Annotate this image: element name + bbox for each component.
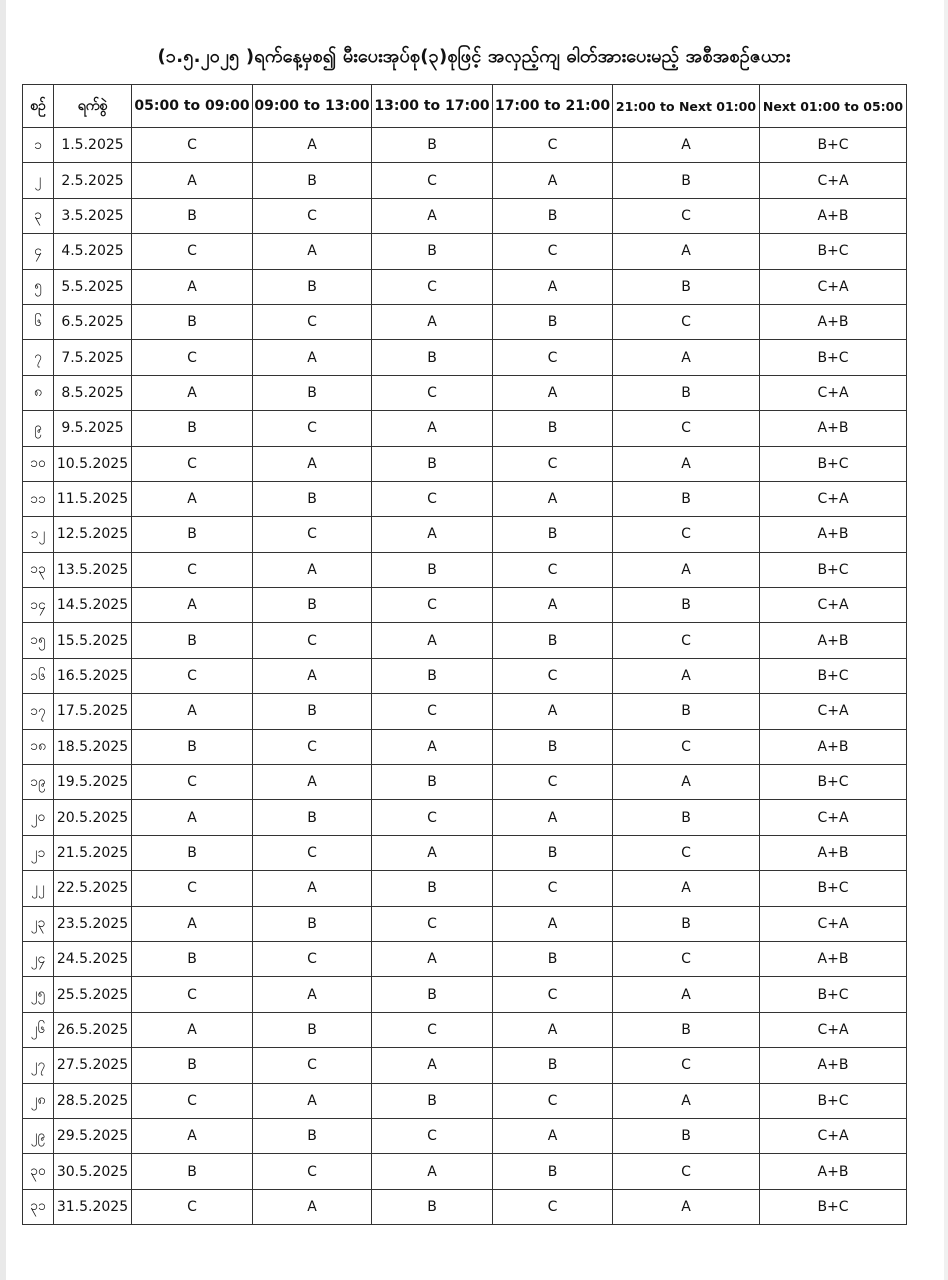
cell-slot-1700-2100: A: [493, 1118, 613, 1153]
cell-serial: ၂၂: [23, 871, 54, 906]
cell-slot-1700-2100: C: [493, 977, 613, 1012]
cell-slot-0500-0900: C: [132, 128, 253, 163]
cell-slot-1700-2100: C: [493, 128, 613, 163]
cell-slot-1700-2100: B: [493, 411, 613, 446]
cell-slot-1300-1700: A: [372, 1048, 493, 1083]
cell-slot-1300-1700: C: [372, 906, 493, 941]
cell-slot-2100-0100: A: [613, 1189, 760, 1224]
table-row: [23, 1083, 907, 1118]
cell-serial: ၁၄: [23, 588, 54, 623]
cell-slot-0500-0900: B: [132, 835, 253, 870]
header-slot-2100-0100: 21:00 to Next 01:00: [613, 85, 760, 128]
cell-date: 1.5.2025: [54, 128, 132, 163]
cell-slot-2100-0100: A: [613, 977, 760, 1012]
cell-slot-0900-1300: A: [253, 128, 372, 163]
cell-serial: ၂၃: [23, 906, 54, 941]
cell-slot-0500-0900: A: [132, 694, 253, 729]
cell-slot-0500-0900: C: [132, 1083, 253, 1118]
cell-slot-1300-1700: B: [372, 765, 493, 800]
cell-date: 29.5.2025: [54, 1118, 132, 1153]
cell-date: 31.5.2025: [54, 1189, 132, 1224]
table-body: [23, 128, 907, 1225]
cell-slot-0900-1300: B: [253, 588, 372, 623]
cell-slot-1300-1700: C: [372, 1118, 493, 1153]
cell-slot-0100-0500: B+C: [760, 552, 907, 587]
cell-slot-2100-0100: A: [613, 234, 760, 269]
cell-serial: ၂၄: [23, 941, 54, 976]
cell-slot-1700-2100: A: [493, 481, 613, 516]
cell-slot-1300-1700: C: [372, 269, 493, 304]
cell-serial: ၂၀: [23, 800, 54, 835]
cell-slot-1700-2100: B: [493, 941, 613, 976]
cell-date: 23.5.2025: [54, 906, 132, 941]
header-slot-0100-0500: Next 01:00 to 05:00: [760, 85, 907, 128]
cell-slot-0100-0500: B+C: [760, 765, 907, 800]
cell-slot-0100-0500: A+B: [760, 941, 907, 976]
table-row: [23, 446, 907, 481]
cell-serial: ၁၃: [23, 552, 54, 587]
table-row: [23, 729, 907, 764]
cell-slot-1700-2100: B: [493, 517, 613, 552]
cell-slot-0100-0500: C+A: [760, 588, 907, 623]
cell-serial: ၁၈: [23, 729, 54, 764]
table-row: [23, 977, 907, 1012]
cell-slot-1300-1700: B: [372, 128, 493, 163]
cell-date: 18.5.2025: [54, 729, 132, 764]
cell-slot-0500-0900: B: [132, 729, 253, 764]
cell-slot-1700-2100: C: [493, 340, 613, 375]
table-row: [23, 800, 907, 835]
cell-slot-2100-0100: B: [613, 588, 760, 623]
cell-date: 24.5.2025: [54, 941, 132, 976]
cell-slot-0900-1300: B: [253, 800, 372, 835]
cell-slot-0900-1300: A: [253, 1083, 372, 1118]
cell-slot-2100-0100: B: [613, 1118, 760, 1153]
cell-serial: ၁: [23, 128, 54, 163]
cell-slot-1300-1700: C: [372, 481, 493, 516]
cell-slot-0500-0900: B: [132, 198, 253, 233]
cell-slot-0500-0900: A: [132, 1012, 253, 1047]
cell-slot-2100-0100: A: [613, 340, 760, 375]
cell-slot-0500-0900: A: [132, 906, 253, 941]
cell-slot-0100-0500: C+A: [760, 269, 907, 304]
cell-slot-1700-2100: C: [493, 658, 613, 693]
cell-slot-0900-1300: B: [253, 1118, 372, 1153]
cell-serial: ၅: [23, 269, 54, 304]
cell-slot-0500-0900: A: [132, 481, 253, 516]
cell-slot-0100-0500: B+C: [760, 658, 907, 693]
cell-date: 5.5.2025: [54, 269, 132, 304]
cell-slot-0500-0900: A: [132, 1118, 253, 1153]
cell-slot-0500-0900: B: [132, 941, 253, 976]
cell-date: 9.5.2025: [54, 411, 132, 446]
cell-date: 22.5.2025: [54, 871, 132, 906]
cell-slot-2100-0100: A: [613, 128, 760, 163]
table-row: [23, 1118, 907, 1153]
cell-date: 7.5.2025: [54, 340, 132, 375]
cell-slot-1300-1700: C: [372, 375, 493, 410]
cell-slot-1700-2100: B: [493, 729, 613, 764]
cell-slot-0900-1300: A: [253, 234, 372, 269]
cell-slot-0100-0500: B+C: [760, 340, 907, 375]
cell-slot-2100-0100: B: [613, 163, 760, 198]
cell-slot-2100-0100: A: [613, 552, 760, 587]
cell-slot-2100-0100: C: [613, 1154, 760, 1189]
table-row: [23, 128, 907, 163]
cell-date: 30.5.2025: [54, 1154, 132, 1189]
cell-date: 11.5.2025: [54, 481, 132, 516]
cell-slot-0100-0500: C+A: [760, 694, 907, 729]
cell-slot-0500-0900: C: [132, 871, 253, 906]
cell-slot-0100-0500: A+B: [760, 304, 907, 339]
cell-slot-2100-0100: B: [613, 375, 760, 410]
cell-slot-2100-0100: A: [613, 765, 760, 800]
cell-slot-1300-1700: B: [372, 1189, 493, 1224]
cell-slot-2100-0100: C: [613, 411, 760, 446]
cell-slot-1700-2100: A: [493, 906, 613, 941]
cell-slot-0100-0500: B+C: [760, 1083, 907, 1118]
cell-slot-1300-1700: A: [372, 304, 493, 339]
cell-slot-0100-0500: A+B: [760, 411, 907, 446]
cell-slot-0900-1300: C: [253, 835, 372, 870]
cell-slot-0100-0500: C+A: [760, 163, 907, 198]
cell-slot-0500-0900: C: [132, 552, 253, 587]
cell-slot-0500-0900: B: [132, 411, 253, 446]
cell-date: 21.5.2025: [54, 835, 132, 870]
cell-slot-0500-0900: C: [132, 1189, 253, 1224]
cell-serial: ၁၀: [23, 446, 54, 481]
table-row: [23, 234, 907, 269]
cell-slot-1700-2100: C: [493, 765, 613, 800]
cell-slot-0100-0500: C+A: [760, 375, 907, 410]
cell-serial: ၄: [23, 234, 54, 269]
table-row: [23, 481, 907, 516]
cell-slot-2100-0100: A: [613, 1083, 760, 1118]
cell-slot-0900-1300: B: [253, 375, 372, 410]
cell-slot-1300-1700: A: [372, 835, 493, 870]
cell-date: 19.5.2025: [54, 765, 132, 800]
cell-serial: ၁၂: [23, 517, 54, 552]
cell-slot-2100-0100: C: [613, 517, 760, 552]
cell-slot-0100-0500: B+C: [760, 977, 907, 1012]
table-row: [23, 375, 907, 410]
cell-slot-0500-0900: B: [132, 517, 253, 552]
cell-serial: ၁၆: [23, 658, 54, 693]
cell-serial: ၉: [23, 411, 54, 446]
cell-slot-1300-1700: A: [372, 198, 493, 233]
cell-slot-0900-1300: A: [253, 977, 372, 1012]
cell-slot-0500-0900: B: [132, 1048, 253, 1083]
cell-slot-1300-1700: B: [372, 1083, 493, 1118]
cell-slot-1700-2100: C: [493, 1083, 613, 1118]
cell-serial: ၂၉: [23, 1118, 54, 1153]
cell-date: 14.5.2025: [54, 588, 132, 623]
table-row: [23, 163, 907, 198]
cell-slot-1700-2100: C: [493, 1189, 613, 1224]
cell-slot-1700-2100: B: [493, 304, 613, 339]
cell-slot-2100-0100: C: [613, 729, 760, 764]
cell-slot-1700-2100: A: [493, 800, 613, 835]
cell-slot-0900-1300: A: [253, 871, 372, 906]
cell-date: 15.5.2025: [54, 623, 132, 658]
cell-slot-0900-1300: C: [253, 941, 372, 976]
cell-serial: ၁၅: [23, 623, 54, 658]
cell-slot-1700-2100: B: [493, 623, 613, 658]
cell-slot-2100-0100: C: [613, 623, 760, 658]
cell-slot-0100-0500: C+A: [760, 800, 907, 835]
cell-slot-0900-1300: B: [253, 906, 372, 941]
table-row: [23, 765, 907, 800]
cell-slot-0900-1300: A: [253, 446, 372, 481]
table-row: [23, 340, 907, 375]
cell-slot-1300-1700: A: [372, 1154, 493, 1189]
cell-slot-0100-0500: A+B: [760, 198, 907, 233]
cell-date: 27.5.2025: [54, 1048, 132, 1083]
cell-slot-1700-2100: C: [493, 552, 613, 587]
cell-slot-1700-2100: A: [493, 588, 613, 623]
page-edge-shadow-left: [0, 0, 6, 1280]
cell-slot-1700-2100: A: [493, 375, 613, 410]
cell-date: 4.5.2025: [54, 234, 132, 269]
cell-date: 13.5.2025: [54, 552, 132, 587]
table-row: [23, 1012, 907, 1047]
cell-slot-0900-1300: A: [253, 765, 372, 800]
cell-serial: ၈: [23, 375, 54, 410]
cell-slot-1700-2100: B: [493, 198, 613, 233]
cell-slot-0900-1300: B: [253, 481, 372, 516]
header-date: ရက်စွဲ: [54, 85, 132, 128]
cell-slot-2100-0100: B: [613, 906, 760, 941]
cell-serial: ၃: [23, 198, 54, 233]
table-row: [23, 269, 907, 304]
cell-slot-0500-0900: C: [132, 340, 253, 375]
cell-slot-0900-1300: A: [253, 552, 372, 587]
table-row: [23, 623, 907, 658]
cell-slot-1700-2100: C: [493, 871, 613, 906]
cell-slot-1300-1700: A: [372, 729, 493, 764]
cell-slot-2100-0100: A: [613, 871, 760, 906]
cell-slot-1300-1700: A: [372, 941, 493, 976]
table-row: [23, 552, 907, 587]
table-row: [23, 304, 907, 339]
cell-slot-0500-0900: C: [132, 977, 253, 1012]
cell-slot-1300-1700: B: [372, 658, 493, 693]
cell-date: 25.5.2025: [54, 977, 132, 1012]
cell-serial: ၆: [23, 304, 54, 339]
cell-slot-2100-0100: C: [613, 835, 760, 870]
cell-slot-0900-1300: B: [253, 163, 372, 198]
cell-slot-1300-1700: C: [372, 588, 493, 623]
header-serial: စဉ်: [23, 85, 54, 128]
cell-date: 17.5.2025: [54, 694, 132, 729]
table-row: [23, 1189, 907, 1224]
cell-slot-0100-0500: B+C: [760, 871, 907, 906]
cell-slot-0900-1300: B: [253, 1012, 372, 1047]
cell-slot-0900-1300: C: [253, 729, 372, 764]
cell-slot-2100-0100: B: [613, 481, 760, 516]
cell-serial: ၃၁: [23, 1189, 54, 1224]
cell-slot-0500-0900: B: [132, 304, 253, 339]
table-header-row: [23, 85, 907, 128]
table-row: [23, 906, 907, 941]
cell-slot-0100-0500: A+B: [760, 1154, 907, 1189]
cell-date: 2.5.2025: [54, 163, 132, 198]
schedule-title: (၁.၅.၂၀၂၅ )ရက်နေ့မှစ၍ မီးပေးအုပ်စု(၃)စုဖြင့် အလှည့်ကျ ဓါတ်အားပေးမည့် အစီအစဉ်ဇယား: [157, 46, 791, 67]
header-slot-1700-2100: 17:00 to 21:00: [493, 85, 613, 128]
cell-slot-2100-0100: B: [613, 1012, 760, 1047]
cell-date: 8.5.2025: [54, 375, 132, 410]
table-row: [23, 871, 907, 906]
cell-slot-1700-2100: B: [493, 835, 613, 870]
cell-slot-0500-0900: B: [132, 1154, 253, 1189]
cell-slot-2100-0100: B: [613, 269, 760, 304]
table-row: [23, 1048, 907, 1083]
cell-slot-1300-1700: A: [372, 411, 493, 446]
cell-date: 6.5.2025: [54, 304, 132, 339]
cell-slot-0100-0500: B+C: [760, 234, 907, 269]
cell-serial: ၂၈: [23, 1083, 54, 1118]
cell-slot-0900-1300: C: [253, 623, 372, 658]
cell-slot-0900-1300: B: [253, 694, 372, 729]
cell-date: 26.5.2025: [54, 1012, 132, 1047]
cell-slot-1300-1700: B: [372, 234, 493, 269]
cell-slot-0100-0500: C+A: [760, 481, 907, 516]
cell-slot-2100-0100: B: [613, 800, 760, 835]
cell-slot-2100-0100: A: [613, 446, 760, 481]
cell-slot-0900-1300: C: [253, 198, 372, 233]
cell-serial: ၁၇: [23, 694, 54, 729]
cell-slot-0900-1300: A: [253, 658, 372, 693]
cell-slot-1700-2100: B: [493, 1048, 613, 1083]
cell-slot-0100-0500: B+C: [760, 128, 907, 163]
cell-slot-1700-2100: C: [493, 446, 613, 481]
cell-slot-0100-0500: A+B: [760, 835, 907, 870]
cell-slot-0100-0500: A+B: [760, 623, 907, 658]
cell-serial: ၂၅: [23, 977, 54, 1012]
cell-slot-2100-0100: A: [613, 658, 760, 693]
cell-slot-0500-0900: C: [132, 446, 253, 481]
cell-slot-0100-0500: A+B: [760, 729, 907, 764]
cell-slot-1700-2100: A: [493, 269, 613, 304]
cell-slot-0900-1300: B: [253, 269, 372, 304]
table-row: [23, 517, 907, 552]
cell-slot-1300-1700: B: [372, 552, 493, 587]
table-row: [23, 411, 907, 446]
cell-slot-0500-0900: A: [132, 375, 253, 410]
cell-slot-2100-0100: C: [613, 1048, 760, 1083]
cell-slot-0100-0500: C+A: [760, 906, 907, 941]
cell-slot-2100-0100: B: [613, 694, 760, 729]
cell-slot-0500-0900: C: [132, 765, 253, 800]
header-slot-0900-1300: 09:00 to 13:00: [253, 85, 372, 128]
cell-serial: ၂၁: [23, 835, 54, 870]
cell-slot-0900-1300: A: [253, 1189, 372, 1224]
cell-slot-1300-1700: B: [372, 977, 493, 1012]
table-row: [23, 588, 907, 623]
cell-slot-0500-0900: C: [132, 658, 253, 693]
cell-slot-1300-1700: B: [372, 340, 493, 375]
cell-slot-0900-1300: C: [253, 1154, 372, 1189]
cell-serial: ၂၇: [23, 1048, 54, 1083]
cell-serial: ၃၀: [23, 1154, 54, 1189]
cell-slot-0500-0900: A: [132, 269, 253, 304]
cell-slot-0500-0900: C: [132, 234, 253, 269]
cell-date: 20.5.2025: [54, 800, 132, 835]
cell-date: 12.5.2025: [54, 517, 132, 552]
cell-slot-1300-1700: C: [372, 163, 493, 198]
cell-slot-2100-0100: C: [613, 198, 760, 233]
table-row: [23, 198, 907, 233]
cell-date: 16.5.2025: [54, 658, 132, 693]
cell-slot-0900-1300: C: [253, 517, 372, 552]
cell-serial: ၂: [23, 163, 54, 198]
cell-slot-0500-0900: B: [132, 623, 253, 658]
page-edge-shadow-right: [944, 0, 948, 1280]
cell-slot-1300-1700: C: [372, 800, 493, 835]
cell-slot-0100-0500: A+B: [760, 517, 907, 552]
cell-slot-1300-1700: C: [372, 694, 493, 729]
cell-slot-0100-0500: A+B: [760, 1048, 907, 1083]
header-slot-0500-0900: 05:00 to 09:00: [132, 85, 253, 128]
power-schedule-table: [22, 84, 907, 1225]
cell-date: 3.5.2025: [54, 198, 132, 233]
cell-slot-0100-0500: B+C: [760, 446, 907, 481]
cell-slot-0100-0500: B+C: [760, 1189, 907, 1224]
cell-slot-2100-0100: C: [613, 941, 760, 976]
cell-slot-0500-0900: A: [132, 800, 253, 835]
cell-slot-2100-0100: C: [613, 304, 760, 339]
cell-slot-1300-1700: B: [372, 871, 493, 906]
table-row: [23, 694, 907, 729]
cell-slot-0900-1300: C: [253, 304, 372, 339]
cell-slot-1700-2100: B: [493, 1154, 613, 1189]
cell-slot-1700-2100: C: [493, 234, 613, 269]
cell-slot-1300-1700: C: [372, 1012, 493, 1047]
cell-slot-0500-0900: A: [132, 588, 253, 623]
cell-slot-0100-0500: C+A: [760, 1118, 907, 1153]
cell-serial: ၂၆: [23, 1012, 54, 1047]
cell-slot-1700-2100: A: [493, 163, 613, 198]
cell-date: 28.5.2025: [54, 1083, 132, 1118]
cell-slot-1700-2100: A: [493, 694, 613, 729]
table-row: [23, 941, 907, 976]
cell-slot-0900-1300: C: [253, 1048, 372, 1083]
table-row: [23, 1154, 907, 1189]
cell-slot-0900-1300: C: [253, 411, 372, 446]
cell-serial: ၁၉: [23, 765, 54, 800]
cell-slot-1300-1700: B: [372, 446, 493, 481]
table-row: [23, 658, 907, 693]
cell-slot-0500-0900: A: [132, 163, 253, 198]
cell-date: 10.5.2025: [54, 446, 132, 481]
cell-slot-1300-1700: A: [372, 517, 493, 552]
cell-slot-0100-0500: C+A: [760, 1012, 907, 1047]
header-slot-1300-1700: 13:00 to 17:00: [372, 85, 493, 128]
cell-slot-0900-1300: A: [253, 340, 372, 375]
table-row: [23, 835, 907, 870]
cell-slot-1700-2100: A: [493, 1012, 613, 1047]
cell-serial: ၁၁: [23, 481, 54, 516]
cell-serial: ၇: [23, 340, 54, 375]
cell-slot-1300-1700: A: [372, 623, 493, 658]
